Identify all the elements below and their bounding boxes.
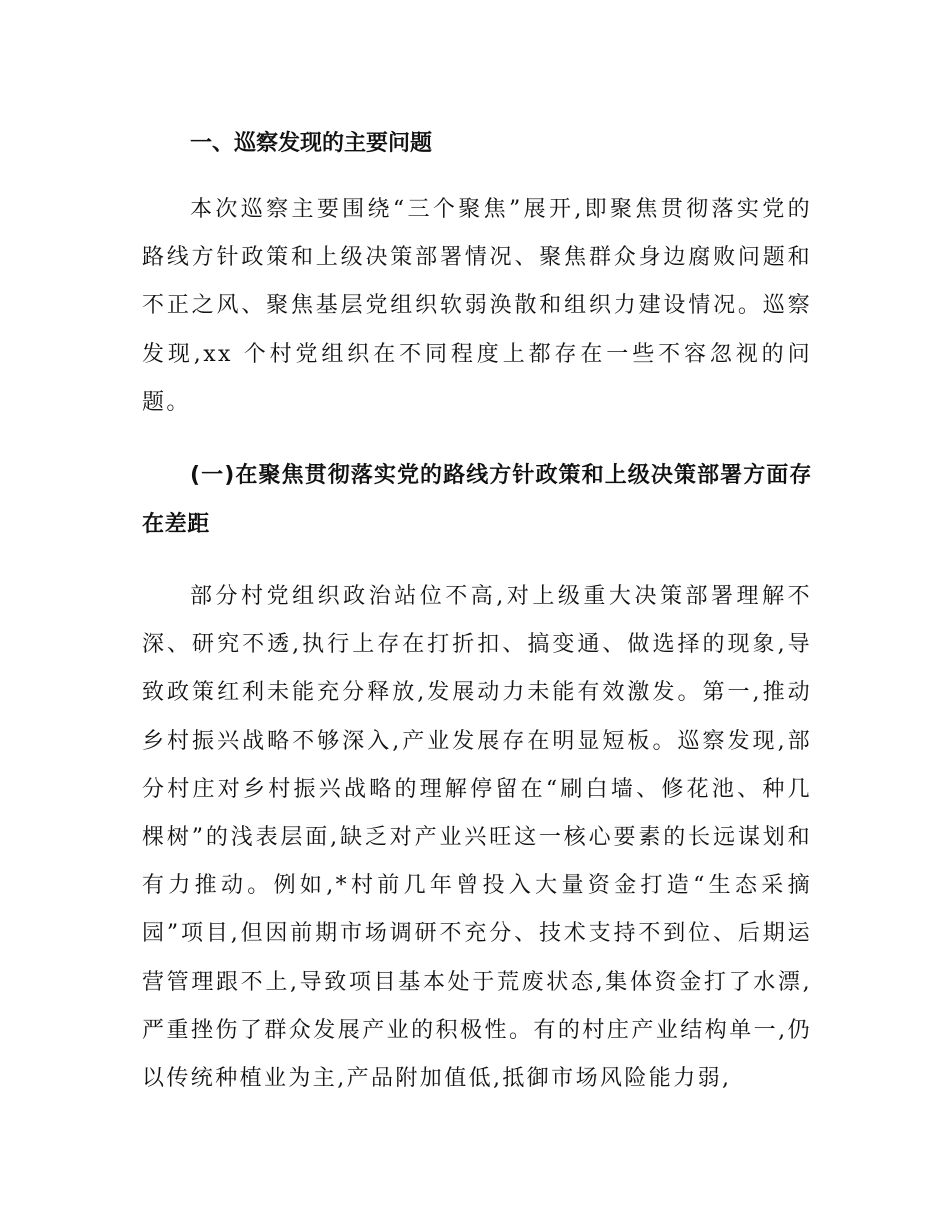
section-heading: 一、巡察发现的主要问题 [190,131,433,156]
document-body [142,122,812,1103]
body-paragraph: 部分村党组织政治站位不高,对上级重大决策部署理解不深、研究不透,执行上存在打折扣、搞变通、做选择的现象,导致政策红利未能充分释放,发展动力未能有效激发。第一,推动乡村振兴战略不够深入,产业发展存在明显短板。巡察发现,部分村庄对乡村振兴战略的理解停留在“刷白墙、修花池、种几棵树”的浅表层面,缺乏对产业兴旺这一核心要素的长远谋划和有力推动。例如,*村前几年曾投入大量资金打造“生态采摘园”项目,但因前期市场调研不充分、技术支持不到位、后期运营管理跟不上,导致项目基本处于荒废状态,集体资金打了水漂,严重挫伤了群众发展产业的积极性。有的村庄产业结构单一,仍以传统种植业为主,产品附加值低,抵御市场风险能力弱, [142,584,812,1092]
subsection-heading: (一)在聚焦贯彻落实党的路线方针政策和上级决策部署方面存在差距 [142,463,812,538]
intro-paragraph: 本次巡察主要围绕“三个聚焦”展开,即聚焦贯彻落实党的路线方针政策和上级决策部署情况、聚焦群众身边腐败问题和不正之风、聚焦基层党组织软弱涣散和组织力建设情况。巡察发现,xx 个村党组织在不同程度上都存在一些不容忽视的问题。 [142,197,812,415]
